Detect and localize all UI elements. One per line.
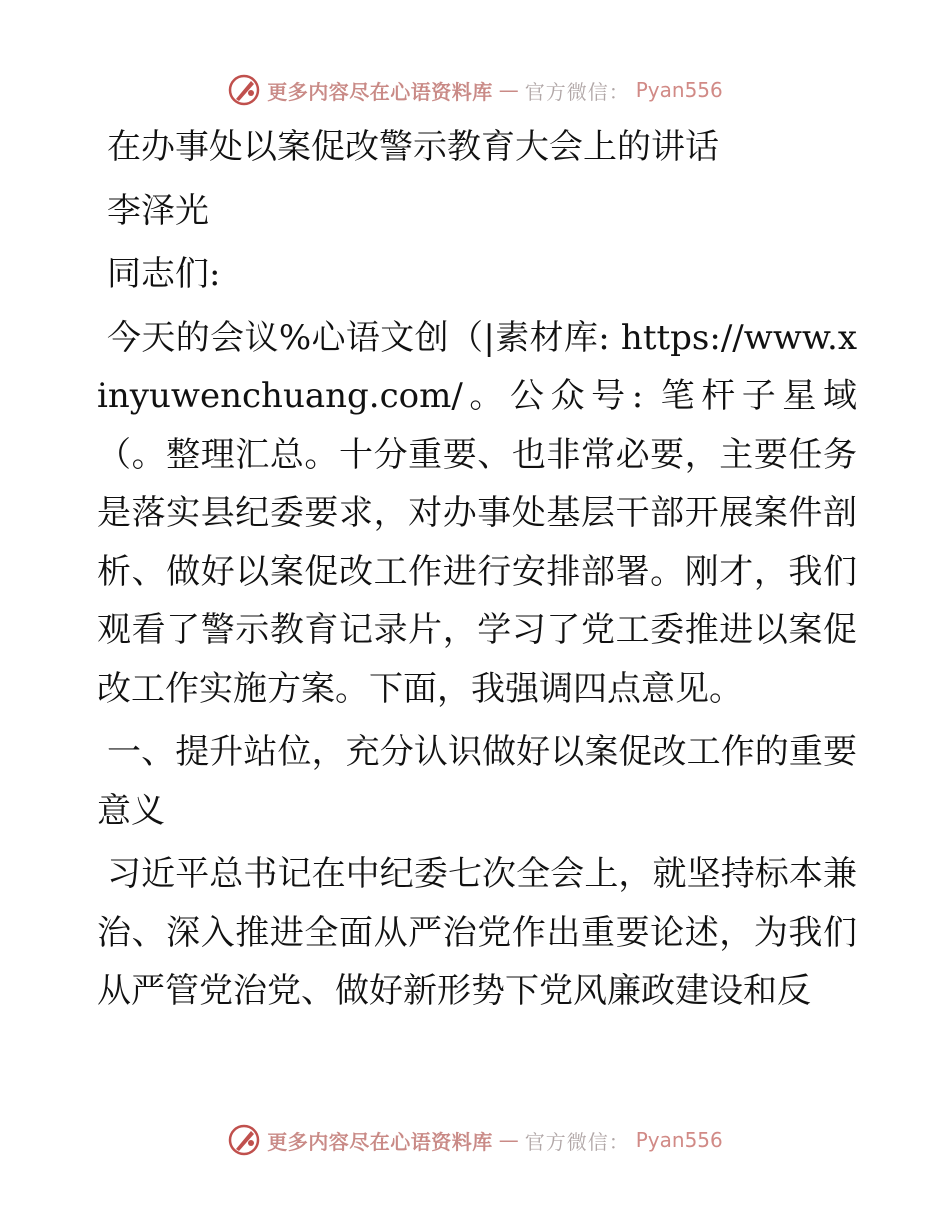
body-paragraph: 习近平总书记在中纪委七次全会上，就坚持标本兼治、深入推进全面从严治党作出重要论述，为我们从严管党治党、做好新形势下党风廉政建设和反: [97, 854, 857, 1011]
document-salutation: 同志们:: [107, 254, 221, 294]
watermark-official-label: 官方微信：: [524, 1129, 630, 1154]
watermark-brand-text: 更多内容尽在心语资料库: [267, 1129, 493, 1154]
body-paragraph: 今天的会议%心语文创（|素材库: https://www.xinyuwenchuang.com/。公众号: 笔杆子星域（。整理汇总。十分重要、也非常必要，主要任务是落实县纪委要求，对办事处基层干部开展案件剖析、做好以案促改工作进行安排部署。刚才，我们观看了警示教育记录片，学习了党工委推进以案促改工作实施方案。下面，我强调四点意见。: [97, 317, 857, 709]
watermark-dash: —: [498, 1128, 519, 1152]
watermark-wechat-id: Pyan556: [635, 78, 723, 102]
footer-watermark: [0, 1120, 950, 1160]
document-title: 在办事处以案促改警示教育大会上的讲话: [107, 127, 719, 167]
quill-logo-icon: [227, 1123, 261, 1157]
watermark-brand-text: 更多内容尽在心语资料库: [267, 79, 493, 104]
quill-logo-icon: [227, 73, 261, 107]
document-author: 李泽光: [107, 190, 209, 231]
watermark-official-label: 官方微信：: [524, 79, 630, 104]
header-watermark: [0, 70, 950, 110]
watermark-dash: —: [498, 78, 519, 102]
section-heading: 一、提升站位，充分认识做好以案促改工作的重要意义: [97, 732, 857, 831]
document-body: [97, 118, 857, 1026]
watermark-wechat-id: Pyan556: [635, 1128, 723, 1152]
